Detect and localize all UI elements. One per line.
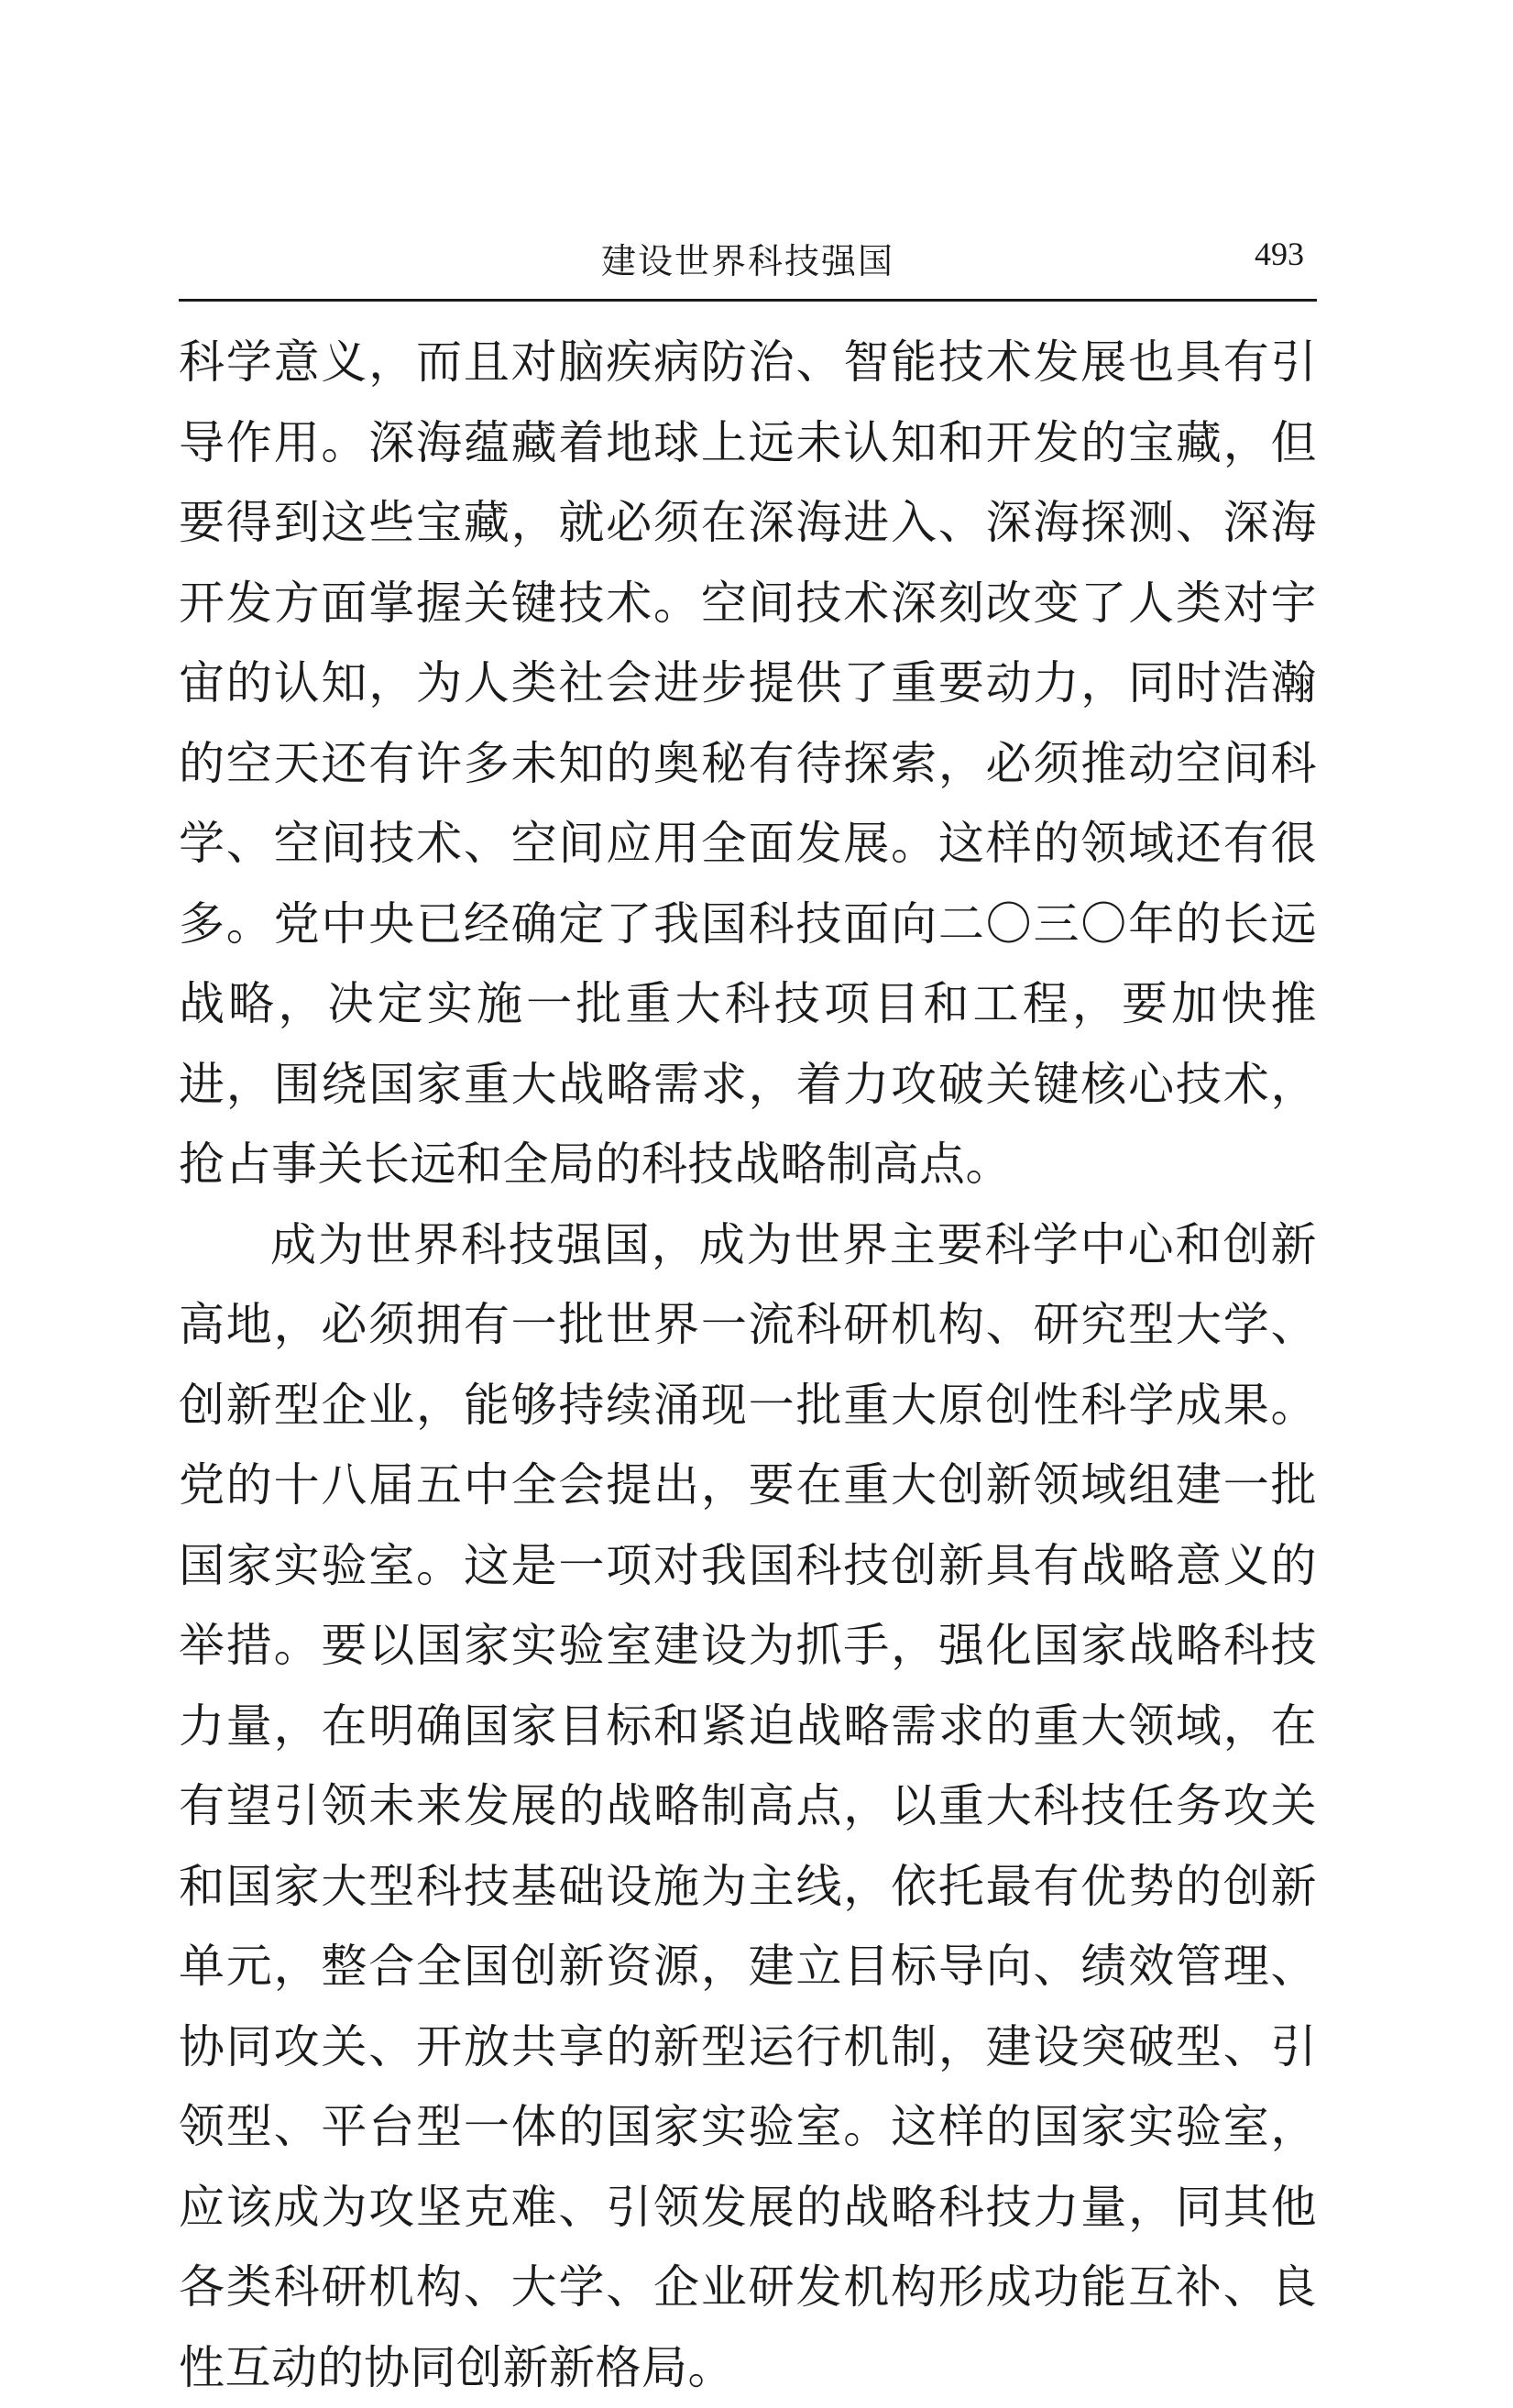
paragraph: 成为世界科技强国，成为世界主要科学中心和创新高地，必须拥有一批世界一流科研机构、研究型大学、创新型企业，能够持续涌现一批重大原创性科学成果。党的十八届五中全会提出，要在重大创新领域组建一批国家实验室。这是一项对我国科技创新具有战略意义的举措。要以国家实验室建设为抓手，强化国家战略科技力量，在明确国家目标和紧迫战略需求的重大领域，在有望引领未来发展的战略制高点，以重大科技任务攻关和国家大型科技基础设施为主线，依托最有优势的创新单元，整合全国创新资源，建立目标导向、绩效管理、协同攻关、开放共享的新型运行机制，建设突破型、引领型、平台型一体的国家实验室。这样的国家实验室，应该成为攻坚克难、引领发展的战略科技力量，同其他各类科研机构、大学、企业研发机构形成功能互补、良性互动的协同创新新格局。 xyxy=(179,1205,1317,2408)
page-number: 493 xyxy=(1255,235,1304,273)
page-header xyxy=(179,227,1317,302)
running-title: 建设世界科技强国 xyxy=(179,233,1317,283)
paragraph-continued: 科学意义，而且对脑疾病防治、智能技术发展也具有引导作用。深海蕴藏着地球上远未认知和开发的宝藏，但要得到这些宝藏，就必须在深海进入、深海探测、深海开发方面掌握关键技术。空间技术深刻改变了人类对宇宙的认知，为人类社会进步提供了重要动力，同时浩瀚的空天还有许多未知的奥秘有待探索，必须推动空间科学、空间技术、空间应用全面发展。这样的领域还有很多。党中央已经确定了我国科技面向二〇三〇年的长远战略，决定实施一批重大科技项目和工程，要加快推进，围绕国家重大战略需求，着力攻破关键核心技术，抢占事关长远和全局的科技战略制高点。 xyxy=(179,323,1317,1205)
body-text xyxy=(179,323,1317,2408)
